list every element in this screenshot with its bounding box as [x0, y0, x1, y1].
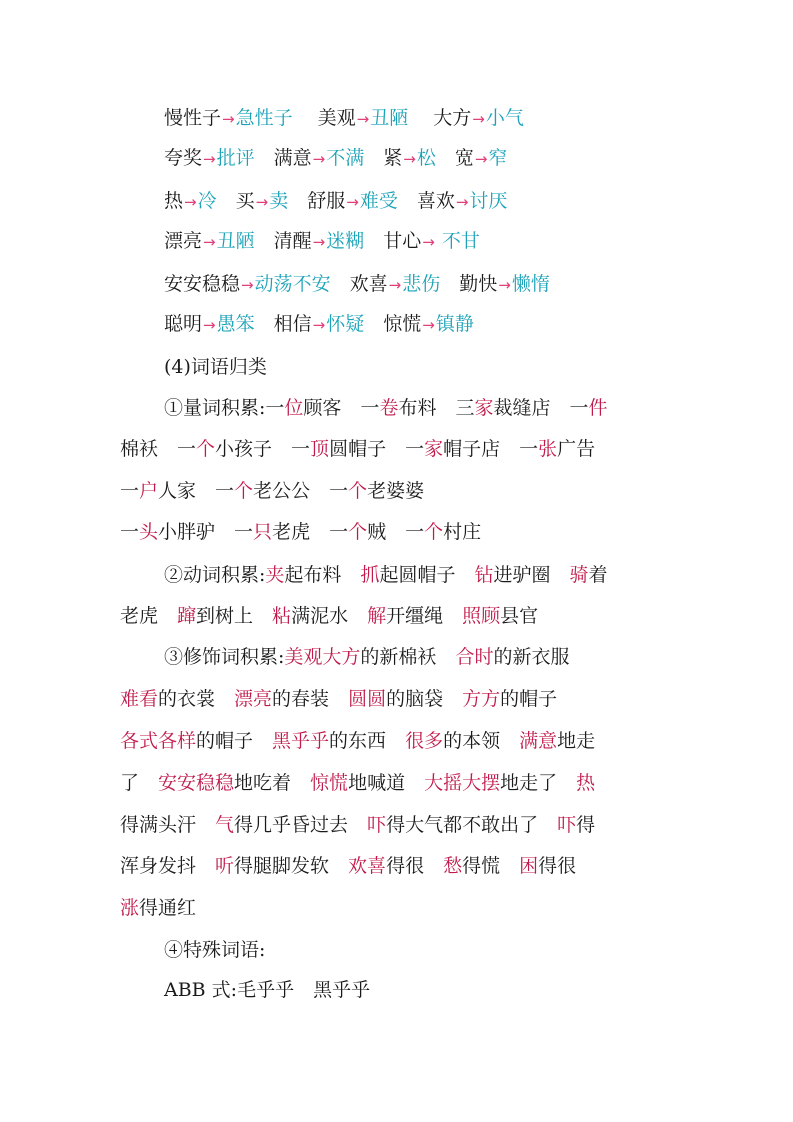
plain-text: 夸奖 — [164, 147, 203, 169]
highlight-word: 小气 — [485, 107, 524, 129]
text-line — [164, 393, 793, 423]
plain-text: 裁缝店 一 — [493, 397, 589, 419]
text-line — [164, 975, 793, 1005]
highlight-word: 各式各样 — [120, 730, 197, 752]
plain-text: 人家 一 — [158, 480, 235, 502]
plain-text: 起布料 — [284, 564, 361, 586]
highlight-word: 漂亮 — [234, 688, 273, 710]
plain-text: 帽子店 一 — [443, 438, 539, 460]
plain-text: ABB 式:毛乎乎 黑乎乎 — [164, 979, 371, 1001]
plain-text: 贼 一 — [367, 521, 425, 543]
plain-text: (4)词语归类 — [164, 356, 267, 378]
highlight-word: 急性子 — [235, 107, 293, 129]
plain-text: 进驴圈 — [493, 564, 570, 586]
plain-text: 得很 — [386, 855, 444, 877]
arrow-icon: → — [222, 110, 235, 128]
plain-text: 安安稳稳 — [164, 273, 241, 295]
highlight-word: 夹 — [265, 564, 285, 586]
text-line — [164, 935, 793, 965]
highlight-word: 窄 — [488, 147, 508, 169]
arrow-icon: → — [203, 150, 216, 168]
plain-text: 满泥水 — [291, 605, 368, 627]
highlight-word: 批评 — [216, 147, 255, 169]
plain-text: 得满头汗 — [120, 814, 216, 836]
text-line — [120, 434, 793, 464]
arrow-icon: → — [203, 316, 216, 334]
plain-text: 老公公 一 — [253, 480, 349, 502]
highlight-word: 钻 — [474, 564, 494, 586]
text-line — [120, 684, 793, 714]
highlight-word: 黑乎乎 — [272, 730, 330, 752]
plain-text: 的帽子 — [500, 688, 558, 710]
plain-text: ②动词积累: — [164, 564, 266, 586]
plain-text: 一 — [120, 521, 140, 543]
arrow-icon: → — [388, 276, 402, 294]
highlight-word: 吓 — [367, 814, 387, 836]
plain-text: 满意 — [254, 147, 312, 169]
text-line — [120, 601, 793, 631]
plain-text: 得慌 — [462, 855, 520, 877]
text-line — [164, 309, 793, 339]
arrow-icon: → — [255, 193, 269, 211]
highlight-word: 懒惰 — [511, 273, 550, 295]
plain-text: 的新棉袄 — [360, 646, 456, 668]
highlight-word: 张 — [538, 438, 558, 460]
highlight-word: 气 — [215, 814, 235, 836]
plain-text: 圆帽子 一 — [329, 438, 425, 460]
highlight-word: 个 — [348, 480, 368, 502]
arrow-icon: → — [312, 150, 326, 168]
arrow-icon: → — [184, 193, 197, 211]
text-line — [164, 269, 793, 299]
plain-text: 浑身发抖 — [120, 855, 216, 877]
highlight-word: 个 — [234, 480, 254, 502]
plain-text: 得大气都不敢出了 — [386, 814, 558, 836]
plain-text: 的帽子 — [196, 730, 273, 752]
plain-text: 到树上 — [196, 605, 273, 627]
highlight-word: 安安稳稳 — [158, 772, 235, 794]
plain-text: 欢喜 — [330, 273, 388, 295]
text-line — [120, 810, 793, 840]
highlight-word: 愚笨 — [216, 313, 255, 335]
plain-text: 慢性子 — [164, 107, 222, 129]
plain-text: 清醒 — [254, 230, 312, 252]
plain-text: 起圆帽子 — [379, 564, 475, 586]
text-line — [120, 851, 793, 881]
text-line — [120, 768, 793, 798]
plain-text: 老婆婆 — [367, 480, 425, 502]
highlight-word: 怀疑 — [326, 313, 365, 335]
highlight-word: 惊慌 — [310, 772, 349, 794]
highlight-word: 只 — [253, 521, 273, 543]
highlight-word: 头 — [139, 521, 159, 543]
highlight-word: 圆圆 — [348, 688, 387, 710]
plain-text: 买 — [216, 190, 255, 212]
highlight-word: 满意 — [519, 730, 558, 752]
plain-text: 小胖驴 一 — [158, 521, 254, 543]
highlight-word: 个 — [424, 521, 444, 543]
plain-text: 棉袄 一 — [120, 438, 197, 460]
highlight-word: 松 — [416, 147, 436, 169]
highlight-word: 家 — [424, 438, 444, 460]
highlight-word: 冷 — [197, 190, 217, 212]
highlight-word: 很多 — [405, 730, 444, 752]
highlight-word: 动荡不安 — [254, 273, 331, 295]
highlight-word: 讨厌 — [469, 190, 508, 212]
plain-text: 的本领 — [443, 730, 520, 752]
arrow-icon: → — [455, 193, 469, 211]
highlight-word: 困 — [519, 855, 539, 877]
plain-text: 老虎 一 — [272, 521, 349, 543]
plain-text: 布料 三 — [398, 397, 475, 419]
highlight-word: 难受 — [359, 190, 398, 212]
plain-text: ④特殊词语: — [164, 939, 266, 961]
plain-text: 一 — [120, 480, 140, 502]
highlight-word: 涨 — [120, 897, 140, 919]
plain-text: 漂亮 — [164, 230, 203, 252]
highlight-word: 欢喜 — [348, 855, 387, 877]
arrow-icon: → — [403, 150, 416, 168]
plain-text: 惊慌 — [364, 313, 422, 335]
plain-text: 的脑袋 — [386, 688, 463, 710]
plain-text: 得很 — [538, 855, 577, 877]
highlight-word: 户 — [139, 480, 159, 502]
plain-text: 勤快 — [440, 273, 498, 295]
arrow-icon: → — [422, 316, 435, 334]
plain-text: 得 — [576, 814, 596, 836]
arrow-icon: → — [312, 233, 326, 251]
plain-text: 的春装 — [272, 688, 349, 710]
plain-text: 得腿脚发软 — [234, 855, 349, 877]
plain-text: 开缰绳 — [386, 605, 463, 627]
text-line — [120, 476, 793, 506]
highlight-word: 悲伤 — [402, 273, 441, 295]
plain-text: ③修饰词积累: — [164, 646, 285, 668]
plain-text: 热 — [164, 190, 184, 212]
plain-text: 宽 — [435, 147, 474, 169]
highlight-word: 件 — [588, 397, 608, 419]
plain-text: ①量词积累:一 — [164, 397, 285, 419]
plain-text: 地走 — [557, 730, 596, 752]
highlight-word: 解 — [367, 605, 387, 627]
highlight-word: 个 — [196, 438, 216, 460]
highlight-word: 镇静 — [435, 313, 474, 335]
arrow-icon: → — [422, 233, 435, 251]
plain-text: 美观 — [292, 107, 356, 129]
plain-text: 聪明 — [164, 313, 203, 335]
text-line — [164, 642, 793, 672]
plain-text: 县官 — [500, 605, 539, 627]
highlight-word: 照顾 — [462, 605, 501, 627]
highlight-word: 不满 — [326, 147, 365, 169]
highlight-word: 难看 — [120, 688, 159, 710]
highlight-word: 合时 — [455, 646, 494, 668]
text-line — [164, 560, 793, 590]
plain-text: 顾客 一 — [303, 397, 380, 419]
highlight-word: 大摇大摆 — [424, 772, 501, 794]
text-line — [164, 103, 793, 133]
plain-text: 小孩子 一 — [215, 438, 311, 460]
highlight-word: 抓 — [360, 564, 380, 586]
highlight-word: 吓 — [557, 814, 577, 836]
highlight-word: 位 — [284, 397, 304, 419]
plain-text: 村庄 — [443, 521, 482, 543]
plain-text: 大方 — [408, 107, 472, 129]
highlight-word: 美观大方 — [284, 646, 361, 668]
text-line — [164, 143, 793, 173]
highlight-word: 热 — [576, 772, 596, 794]
highlight-word: 蹿 — [177, 605, 197, 627]
plain-text: 的衣裳 — [158, 688, 235, 710]
highlight-word: 顶 — [310, 438, 330, 460]
text-line — [120, 517, 793, 547]
text-line — [120, 726, 793, 756]
plain-text: 紧 — [364, 147, 403, 169]
arrow-icon: → — [312, 316, 326, 334]
plain-text: 甘心 — [364, 230, 422, 252]
plain-text: 着 — [588, 564, 608, 586]
highlight-word: 丑陋 — [216, 230, 255, 252]
plain-text: 的东西 — [329, 730, 406, 752]
text-line — [164, 226, 793, 256]
text-line — [120, 893, 793, 923]
arrow-icon: → — [241, 276, 254, 294]
plain-text: 相信 — [254, 313, 312, 335]
plain-text: 得通红 — [139, 897, 197, 919]
arrow-icon: → — [346, 193, 359, 211]
plain-text: 了 — [120, 772, 159, 794]
plain-text: 广告 — [557, 438, 596, 460]
arrow-icon: → — [474, 150, 488, 168]
arrow-icon: → — [203, 233, 216, 251]
highlight-word: 愁 — [443, 855, 463, 877]
plain-text: 地喊道 — [348, 772, 425, 794]
highlight-word: 丑陋 — [370, 107, 409, 129]
highlight-word: 个 — [348, 521, 368, 543]
highlight-word: 迷糊 — [326, 230, 365, 252]
highlight-word: 不甘 — [435, 230, 480, 252]
highlight-word: 卖 — [269, 190, 289, 212]
plain-text: 的新衣服 — [493, 646, 570, 668]
arrow-icon: → — [498, 276, 511, 294]
plain-text: 地走了 — [500, 772, 577, 794]
highlight-word: 粘 — [272, 605, 292, 627]
text-line — [164, 186, 793, 216]
plain-text: 舒服 — [288, 190, 346, 212]
highlight-word: 骑 — [569, 564, 589, 586]
highlight-word: 家 — [474, 397, 494, 419]
highlight-word: 方方 — [462, 688, 501, 710]
highlight-word: 听 — [215, 855, 235, 877]
plain-text: 老虎 — [120, 605, 178, 627]
arrow-icon: → — [356, 110, 370, 128]
text-line — [164, 352, 793, 382]
plain-text: 喜欢 — [397, 190, 455, 212]
plain-text: 得几乎昏过去 — [234, 814, 368, 836]
highlight-word: 卷 — [379, 397, 399, 419]
arrow-icon: → — [472, 110, 485, 128]
plain-text: 地吃着 — [234, 772, 311, 794]
